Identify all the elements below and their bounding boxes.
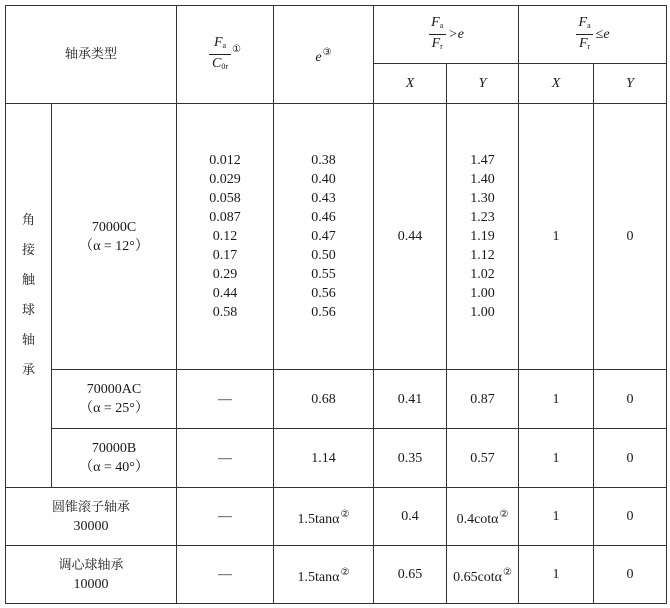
y-gt-selfaligning: 0.65cotα② bbox=[447, 546, 519, 604]
x-gt-70000c: 0.44 bbox=[374, 104, 447, 370]
model-70000c: 70000C （α = 12°） bbox=[52, 104, 177, 370]
bearing-load-factor-table bbox=[5, 5, 667, 604]
footnote-3: ③ bbox=[322, 46, 332, 58]
header-group-greater-than-e: $\frac{F_a}{F_r}$ >e bbox=[374, 6, 519, 64]
fa-c0r-selfaligning: — bbox=[177, 546, 274, 604]
header-x-le: X bbox=[519, 64, 594, 104]
x-le-70000c: 1 bbox=[519, 104, 594, 370]
self-aligning-ball-bearing: 调心球轴承 10000 bbox=[6, 546, 177, 604]
x-le-70000b: 1 bbox=[519, 429, 594, 488]
header-e: e③ bbox=[274, 6, 374, 104]
y-le-tapered: 0 bbox=[594, 488, 667, 546]
header-y-le: Y bbox=[594, 64, 667, 104]
model-70000ac: 70000AC （α = 25°） bbox=[52, 370, 177, 429]
x-le-70000ac: 1 bbox=[519, 370, 594, 429]
angular-contact-group-label: 角接触球轴承 bbox=[6, 104, 52, 488]
x-le-selfaligning: 1 bbox=[519, 546, 594, 604]
y-le-selfaligning: 0 bbox=[594, 546, 667, 604]
e-selfaligning: 1.5tanα② bbox=[274, 546, 374, 604]
header-y-gt: Y bbox=[447, 64, 519, 104]
x-le-tapered: 1 bbox=[519, 488, 594, 546]
fa-c0r-70000ac: — bbox=[177, 370, 274, 429]
header-fa-c0r: $\frac{F_a}{C_{0r}}$ ① bbox=[177, 6, 274, 104]
model-70000b: 70000B （α = 40°） bbox=[52, 429, 177, 488]
x-gt-70000b: 0.35 bbox=[374, 429, 447, 488]
y-gt-70000b: 0.57 bbox=[447, 429, 519, 488]
e-70000ac: 0.68 bbox=[274, 370, 374, 429]
e-values-70000c: 0.38 0.40 0.43 0.46 0.47 0.50 0.55 0.56 0.56 bbox=[274, 104, 374, 370]
y-gt-values-70000c: 1.47 1.40 1.30 1.23 1.19 1.12 1.02 1.00 1.00 bbox=[447, 104, 519, 370]
fa-c0r-tapered: — bbox=[177, 488, 274, 546]
tapered-roller-bearing: 圆锥滚子轴承 30000 bbox=[6, 488, 177, 546]
header-group-less-equal-e: $\frac{F_a}{F_r}$ ≤e bbox=[519, 6, 667, 64]
y-gt-70000ac: 0.87 bbox=[447, 370, 519, 429]
header-x-gt: X bbox=[374, 64, 447, 104]
x-gt-tapered: 0.4 bbox=[374, 488, 447, 546]
fa-c0r-70000b: — bbox=[177, 429, 274, 488]
footnote-1: ① bbox=[232, 43, 241, 55]
y-le-70000ac: 0 bbox=[594, 370, 667, 429]
fa-c0r-values-70000c: 0.012 0.029 0.058 0.087 0.12 0.17 0.29 0.44 0.58 bbox=[177, 104, 274, 370]
x-gt-selfaligning: 0.65 bbox=[374, 546, 447, 604]
y-le-70000b: 0 bbox=[594, 429, 667, 488]
e-tapered: 1.5tanα② bbox=[274, 488, 374, 546]
x-gt-70000ac: 0.41 bbox=[374, 370, 447, 429]
e-70000b: 1.14 bbox=[274, 429, 374, 488]
y-le-70000c: 0 bbox=[594, 104, 667, 370]
header-bearing-type: 轴承类型 bbox=[6, 6, 177, 104]
y-gt-tapered: 0.4cotα② bbox=[447, 488, 519, 546]
